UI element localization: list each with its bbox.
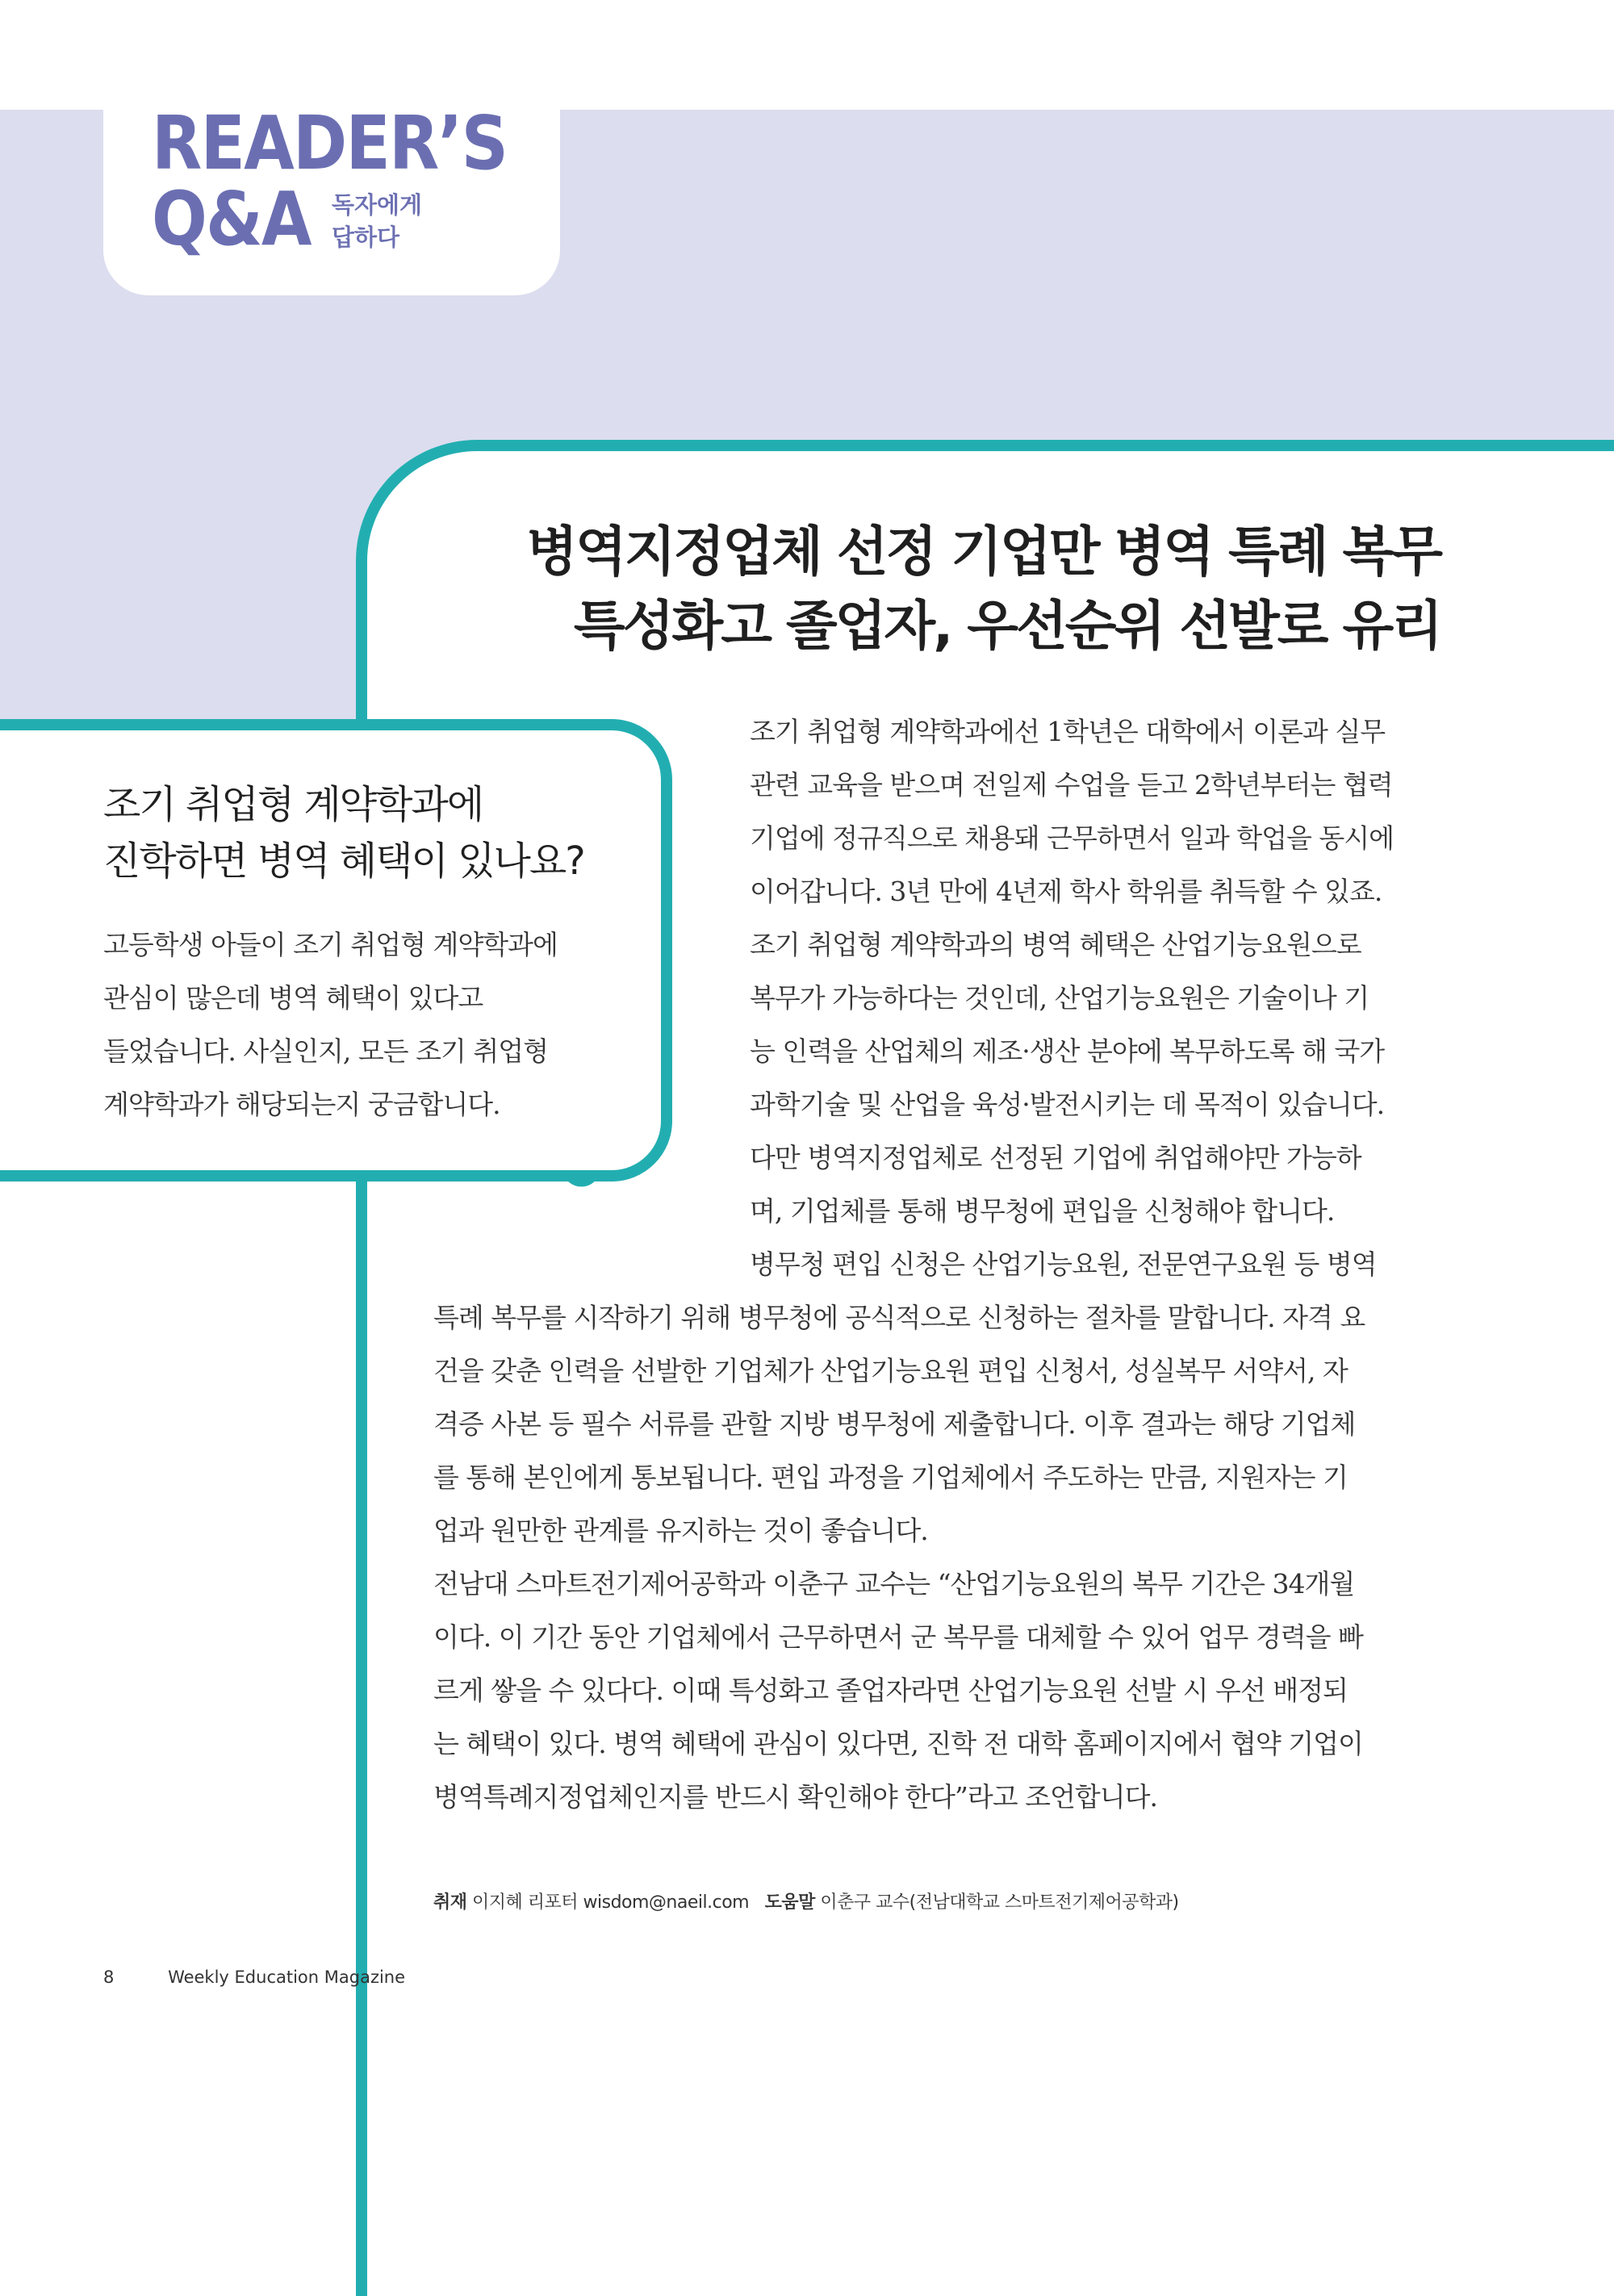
section-logo-card xyxy=(103,0,560,295)
logo-subtitle xyxy=(332,189,422,253)
answer-body xyxy=(433,705,1436,1824)
answer-line: 전남대 스마트전기제어공학과 이춘구 교수는 “산업기능요원의 복무 기간은 34개월 xyxy=(433,1568,1355,1600)
answer-line: 복무가 가능하다는 것인데, 산업기능요원은 기술이나 기 xyxy=(750,982,1369,1014)
answer-line: 이어갑니다. 3년 만에 4년제 학사 학위를 취득할 수 있죠. xyxy=(750,876,1382,907)
answer-line: 조기 취업형 계약학과에선 1학년은 대학에서 이론과 실무 xyxy=(750,716,1386,747)
answer-line: 건을 갖춘 인력을 선발한 기업체가 산업기능요원 편입 신청서, 성실복무 서약서, 자 xyxy=(433,1355,1348,1386)
answer-line: 병역특례지정업체인지를 반드시 확인해야 한다”라고 조언합니다. xyxy=(433,1781,1158,1813)
headline-line2: 특성화고 졸업자, 우선순위 선발로 유리 xyxy=(573,595,1440,657)
credit-reporter: 이지혜 리포터 wisdom@naeil.com xyxy=(466,1892,750,1913)
logo-title-line2: Q&A xyxy=(152,176,311,262)
credit-advisor: 이춘구 교수(전남대학교 스마트전기제어공학과) xyxy=(814,1892,1179,1913)
answer-line: 능 인력을 산업체의 제조·생산 분야에 복무하도록 해 국가 xyxy=(750,1035,1385,1067)
answer-line: 르게 쌓을 수 있다다. 이때 특성화고 졸업자라면 산업기능요원 선발 시 우선 배정되 xyxy=(433,1675,1348,1706)
question-title-line1: 조기 취업형 계약학과에 xyxy=(103,782,483,827)
answer-line: 며, 기업체를 통해 병무청에 편입을 신청해야 합니다. xyxy=(750,1195,1335,1227)
logo-title-line1: READER’S xyxy=(152,100,508,186)
answer-line: 관련 교육을 받으며 전일제 수업을 듣고 2학년부터는 협력 xyxy=(750,769,1393,801)
answer-line: 업과 원만한 관계를 유지하는 것이 좋습니다. xyxy=(433,1515,928,1546)
answer-line: 이다. 이 기간 동안 기업체에서 근무하면서 군 복무를 대체할 수 있어 업무 경력을 빠 xyxy=(433,1621,1363,1653)
answer-line: 다만 병역지정업체로 선정된 기업에 취업해야만 가능하 xyxy=(750,1142,1361,1173)
credit-reporter-label: 취재 xyxy=(433,1892,467,1913)
question-line: 관심이 많은데 병역 혜택이 있다고 xyxy=(103,982,483,1014)
page-number: 8 xyxy=(103,1968,115,1987)
logo-subtitle-line2: 답하다 xyxy=(332,224,400,251)
logo-subtitle-line1: 독자에게 xyxy=(332,191,423,219)
question-line: 들었습니다. 사실인지, 모든 조기 취업형 xyxy=(103,1035,548,1067)
answer-line: 격증 사본 등 필수 서류를 관할 지방 병무청에 제출합니다. 이후 결과는 해당 기업체 xyxy=(433,1408,1356,1440)
answer-line: 특례 복무를 시작하기 위해 병무청에 공식적으로 신청하는 절차를 말합니다. 자격 요 xyxy=(433,1302,1365,1333)
question-line: 계약학과가 해당되는지 궁금합니다. xyxy=(103,1089,500,1120)
answer-line: 과학기술 및 산업을 육성·발전시키는 데 목적이 있습니다. xyxy=(750,1089,1385,1120)
answer-line: 는 혜택이 있다. 병역 혜택에 관심이 있다면, 진학 전 대학 홈페이지에서 협약 기업이 xyxy=(433,1728,1363,1759)
article-headline xyxy=(472,515,1440,663)
answer-line: 조기 취업형 계약학과의 병역 혜택은 산업기능요원으로 xyxy=(750,929,1361,960)
page-footer xyxy=(103,1968,405,1987)
answer-line: 를 통해 본인에게 통보됩니다. 편입 과정을 기업체에서 주도하는 만큼, 지원자는 기 xyxy=(433,1462,1348,1493)
article-credit xyxy=(433,1888,1179,1913)
answer-line: 병무청 편입 신청은 산업기능요원, 전문연구요원 등 병역 xyxy=(750,1248,1377,1280)
answer-line: 기업에 정규직으로 채용돼 근무하면서 일과 학업을 동시에 xyxy=(750,822,1394,854)
question-title-line2: 진학하면 병역 혜택이 있나요? xyxy=(103,839,584,884)
headline-line1: 병역지정업체 선정 기업만 병역 특례 복무 xyxy=(526,521,1440,583)
magazine-name: Weekly Education Magazine xyxy=(168,1968,406,1987)
credit-advisor-label: 도움말 xyxy=(764,1892,815,1913)
question-line: 고등학생 아들이 조기 취업형 계약학과에 xyxy=(103,929,558,960)
